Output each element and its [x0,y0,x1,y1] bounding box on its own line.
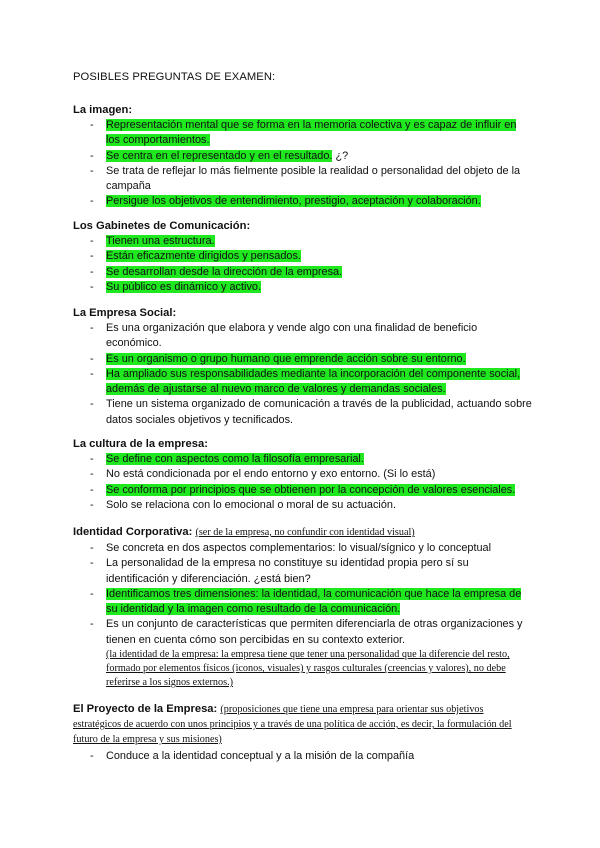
section-proyecto [73,702,533,764]
section-empresa-social [73,305,533,428]
list-item: - Conduce a la identidad conceptual y a la misión de la compañía [90,750,415,762]
bullet-list [73,541,533,648]
list-item: - Es un organismo o grupo humano que emprende acción sobre su entorno. [90,352,466,365]
list-item: - La personalidad de la empresa no constituye su identidad propia pero sí su identificación y diferenciación. ¿está bien? [90,557,469,585]
list-item: - Representación mental que se forma en la memoria colectiva y es capaz de influir en los comportamientos. [90,119,517,147]
section-heading: La Empresa Social: [73,307,177,319]
section-heading: La cultura de la empresa: [73,438,208,450]
section-heading: La imagen: [73,104,133,116]
bullet-list [73,118,533,210]
list-item: - Persigue los objetivos de entendimiento, prestigio, aceptación y colaboración. [90,195,481,208]
list-item: - Se conforma por principios que se obtienen por la concepción de valores esenciales. [90,483,516,496]
page-title: POSIBLES PREGUNTAS DE EXAMEN: [73,71,276,83]
section-heading: Identidad Corporativa: (ser de la empresa, no confundir con identidad visual) [73,526,415,538]
list-item: - Se trata de reflejar lo más fielmente posible la realidad o personalidad del objeto de la campaña [90,164,521,193]
list-item: - Su público es dinámico y activo. [90,280,261,293]
heading-note: (proposiciones que tiene una empresa para orientar sus objetivos estratégicos de acuerdo con unos principios y a través de una política de acción, es decir, la formulación del futuro de la empresa y sus misiones) [73,704,512,745]
list-item: - Identificamos tres dimensiones: la identidad, la comunicación que hace la empresa de su identidad y la imagen como resultado de la comunicación. [90,587,522,616]
list-item: - Se define con aspectos como la filosofía empresarial. [90,453,364,465]
bullet-list [73,452,533,513]
list-item: - Tienen una estructura. [90,235,215,247]
section-gabinetes [73,218,533,295]
bullet-list [73,234,533,295]
list-item: - Ha ampliado sus responsabilidades mediante la incorporación del componente social, además de ajustarse al nuevo marco de valores y demandas sociales. [90,367,521,396]
section-heading: Los Gabinetes de Comunicación: [73,220,251,232]
list-item: - Se desarrollan desde la dirección de la empresa. [90,265,343,278]
section-heading: El Proyecto de la Empresa: (proposiciones que tiene una empresa para orientar sus objetivos estratégicos de acuerdo con unos principios y a través de una política de acción, es decir, la formulación del futuro de la empresa y sus misiones) [73,703,512,745]
list-item: - Es una organización que elabora y vende algo con una finalidad de beneficio económico. [90,322,478,350]
list-item: - No está condicionada por el endo entorno y exo entorno. (Si lo está) [90,468,436,481]
list-item: - Se concreta en dos aspectos complementarios: lo visual/sígnico y lo conceptual [90,542,492,554]
list-item: - Tiene un sistema organizado de comunicación a través de la publicidad, actuando sobre datos sociales objetivos y tecnificados. [90,398,532,426]
identity-note: (la identidad de la empresa: la empresa tiene que tener una personalidad que la diferencie del resto, formado por elementos físicos (iconos, visuales) y rasgos culturales (creencias y valores), no debe referirse a los signos externos.) [106,649,510,689]
section-identidad [73,524,533,690]
list-item: - Solo se relaciona con lo emocional o moral de su actuación. [90,498,396,511]
list-item: - Se centra en el representado y en el resultado. ¿? [90,149,349,162]
bullet-list [73,321,533,428]
list-item: - Están eficazmente dirigidos y pensados. [90,250,301,263]
section-cultura [73,436,533,513]
heading-note: (ser de la empresa, no confundir con identidad visual) [195,527,415,538]
list-item: - Es un conjunto de características que permiten diferenciarla de otras organizaciones y tienen en cuenta cómo son percibidas en su contexto exterior. [90,618,523,646]
bullet-list [73,749,533,764]
section-imagen [73,102,533,210]
